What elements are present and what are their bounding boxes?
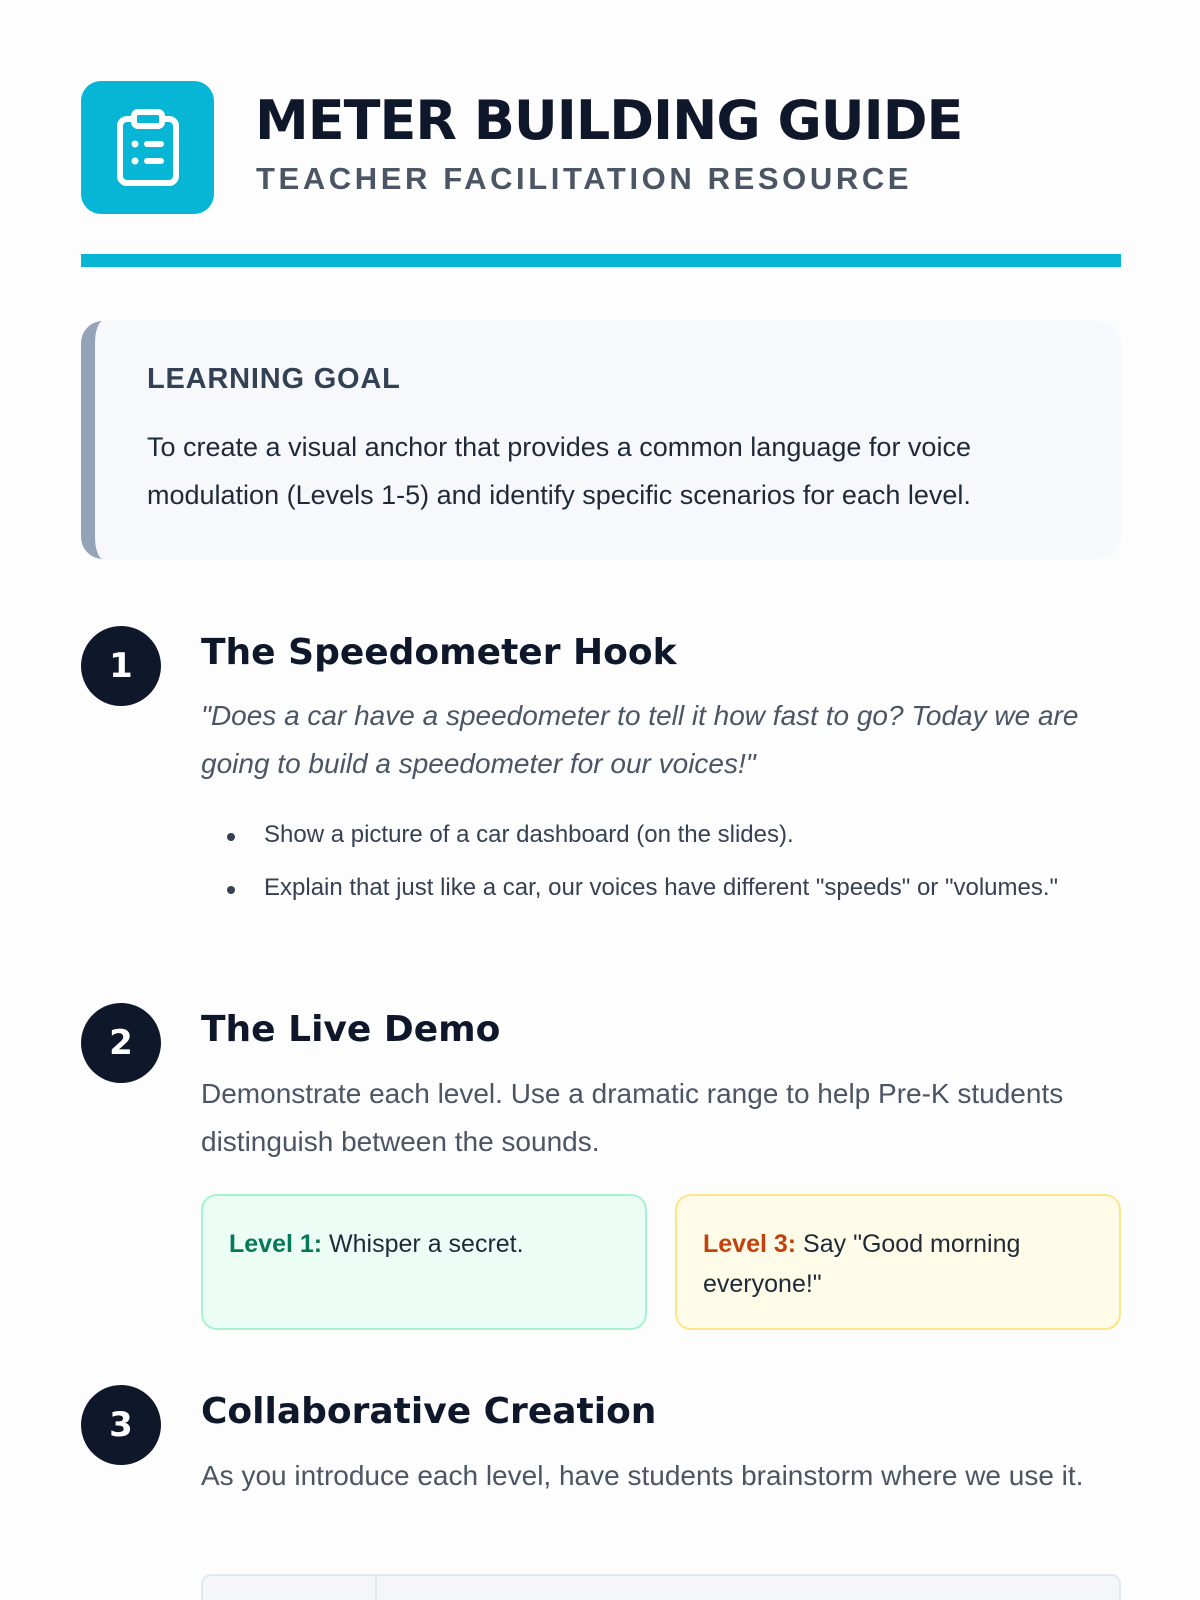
step-number-badge: 2 bbox=[81, 1003, 161, 1083]
step-description: Demonstrate each level. Use a dramatic range to help Pre-K students distinguish between the sounds. bbox=[201, 1078, 1064, 1157]
learning-goal-text: To create a visual anchor that provides a common language for voice modulation (Levels 1-5) and identify specific scenarios for each level. bbox=[147, 432, 971, 510]
clipboard-list-icon-graphic bbox=[116, 109, 180, 187]
step-quote: "Does a car have a speedometer to tell it how fast to go? Today we are going to build a speedometer for our voices!" bbox=[201, 700, 1079, 779]
step-title: The Live Demo bbox=[201, 1009, 501, 1050]
level-example-card bbox=[201, 1194, 647, 1330]
level-label: Level 3: bbox=[703, 1230, 797, 1258]
page-title: METER BUILDING GUIDE bbox=[255, 89, 963, 152]
page-header bbox=[81, 81, 1121, 216]
list-item: Show a picture of a car dashboard (on the slides). bbox=[227, 815, 1107, 855]
level-example-card bbox=[675, 1194, 1121, 1330]
list-item: Explain that just like a car, our voices have different "speeds" or "volumes." bbox=[227, 868, 1107, 908]
level-label: Level 1: bbox=[229, 1230, 323, 1258]
learning-goal-heading: LEARNING GOAL bbox=[147, 363, 401, 395]
header-divider bbox=[81, 254, 1121, 267]
learning-goal-card bbox=[81, 321, 1121, 559]
step-number-badge: 3 bbox=[81, 1385, 161, 1465]
step-number-badge: 1 bbox=[81, 626, 161, 706]
level-description: Say "Good morning everyone!" bbox=[703, 1230, 1021, 1298]
table-column-divider bbox=[375, 1576, 377, 1600]
step-description: As you introduce each level, have students brainstorm where we use it. bbox=[201, 1460, 1084, 1491]
clipboard-list-icon bbox=[81, 81, 214, 214]
step-bullet-list bbox=[227, 815, 1107, 921]
level-description: Whisper a secret. bbox=[322, 1230, 524, 1258]
step-title: Collaborative Creation bbox=[201, 1391, 657, 1432]
step-title: The Speedometer Hook bbox=[201, 632, 677, 673]
page-subtitle: TEACHER FACILITATION RESOURCE bbox=[256, 161, 913, 196]
scenario-table bbox=[201, 1574, 1121, 1600]
